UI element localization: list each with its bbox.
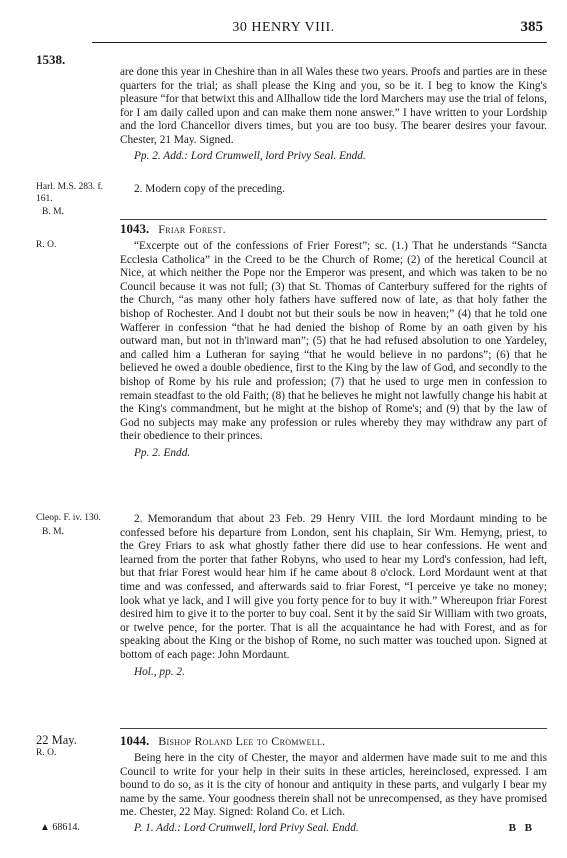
entry-separator	[120, 219, 547, 220]
entry-1043-body	[120, 240, 547, 461]
modern-copy-block	[120, 183, 547, 197]
reference-harl: Harl. M.S. 283. f. 161.	[36, 182, 104, 204]
confession-text: “Excerpte out of the confessions of Frier Forest”; sc. (1.) That he understands “Sancta Ecclesia Catholica” in the Creed to be the Church of Rome; (2) of the heretical Council at Nice, at which neither the Pope nor the Emperor was present, and which was taken to be no Council because it was not full; (3) that St. Thomas of Canterbury suffered for the rights of the Church, “as many other holy fathers have suffered now of late, as that holy father the bishop of Rochester. And I doubt not but their souls be now in heaven;” (4) that he told one Wafferer in confession “that he had denied the bishop of Rome by an oath given by his outward man, but not in th'inward man”; (5) that he had refused absolution to one Yardeley, and called him a Lutheran for saying “that he would believe in no pardons”; (6) that he believed he owed a double obedience, first to the King by the law of God, and secondly to the bishop of Rome by his rule and profession; (7) that he used to urge men in confession to remain steadfast to the old Faith; (8) that he believes he might not lawfully change his habit at the King's commandment, but he might at the bishop of Rome's; and (9) that by the law of God no subjects may make any profession or rules whereby they may withdraw any part of their obedience to their princes.	[120, 240, 547, 443]
reference-bm: B. M.	[42, 207, 64, 217]
running-title: 30 HENRY VIII.	[232, 20, 335, 35]
reference-cleop: Cleop. F. iv. 130.	[36, 513, 101, 523]
entry-title: Friar Forest.	[158, 222, 226, 236]
continuation-endnote: Pp. 2. Add.: Lord Crumwell, lord Privy Seal. Endd.	[134, 149, 366, 162]
margin-reference-ro-2: R. O.	[36, 748, 57, 758]
entry-title-2: Bishop Roland Lee to Cromwell.	[158, 734, 326, 748]
memorandum-text: 2. Memorandum that about 23 Feb. 29 Henry VIII. the lord Mordaunt minding to be confessed before his departure from London, sent his chaplain, Sir Wm. Hemyng, priest, to the Grey Friars to ask what ghostly father there did use to hear confessions. He went and learned from the porter that father Robyns, who used to hear my Lord's confession, had left, but that friar Forest would hear him if he came about 8 o'clock. Lord Mordaunt went at that time and was confessed, and afterwards said to friar Forest, “I perceive ye take no money; look what ye lack, and I will give you forty pence for to buy it with.” Whereupon friar Forest desired him to give it to the porter to buy coal. Sent it by the said Sir William with two groats, or twelve pence, for the porter. That is all the acquaintance he had with Forest, and as for speaking about the King or the bishop of Rome, no such matter was touched upon. Signed at bottom of each page: John Mordaunt.	[120, 513, 547, 661]
continuation-block	[120, 66, 547, 163]
margin-reference-cleop	[36, 513, 108, 538]
page-number: 385	[520, 19, 543, 35]
entry-separator-2	[120, 728, 547, 729]
entry-1044-body	[120, 752, 547, 836]
letter-text: Being here in the city of Chester, the mayor and aldermen have made suit to me and this Council to write for your help in their suits in these articles, hereinclosed, expressed. I am bound to do so, as it is the city of honour and antiquity in these parts, and vulgarly I bear my name by the same. Your goodness therein shall not be unrecompensed, as they have promised me. Chester, 22 May. Signed: Roland Co. et Lich.	[120, 752, 547, 819]
reference-bm-2: B. M.	[42, 526, 64, 537]
memorandum-block	[120, 513, 547, 679]
margin-reference-ro: R. O.	[36, 240, 57, 250]
margin-year: 1538.	[36, 52, 66, 67]
memorandum-endnote: Hol., pp. 2.	[134, 665, 185, 678]
modern-copy-text: 2. Modern copy of the preceding.	[134, 183, 285, 195]
entry-number: 1043.	[120, 221, 150, 236]
page-header	[0, 18, 567, 38]
letter-endnote: P. 1. Add.: Lord Crumwell, lord Privy Seal. Endd.	[134, 821, 359, 834]
print-signature: ▲ 68614.	[40, 822, 80, 833]
continuation-text: are done this year in Cheshire than in all Wales these two years. Proofs and parties are in these quarters for the trial; as shall please the King and you, so be it. I beg to know the King's pleasure “for that betwixt this and Allhallow tide the lord Marchers may use the trial of felons, for I am daily called upon and can make them none answer.” I have written to your Lordship and the lord Chancellor divers times, but you are too busy. The bearer desires your favour. Chester, 21 May. Signed.	[120, 66, 547, 146]
margin-reference	[36, 182, 108, 219]
entry-1043-heading	[120, 221, 226, 237]
confession-endnote: Pp. 2. Endd.	[134, 446, 191, 459]
entry-1044-heading	[120, 733, 325, 749]
margin-date: 22 May.	[36, 733, 77, 747]
gathering-mark: B B	[508, 822, 535, 834]
header-rule	[92, 42, 547, 43]
entry-number-2: 1044.	[120, 733, 150, 748]
